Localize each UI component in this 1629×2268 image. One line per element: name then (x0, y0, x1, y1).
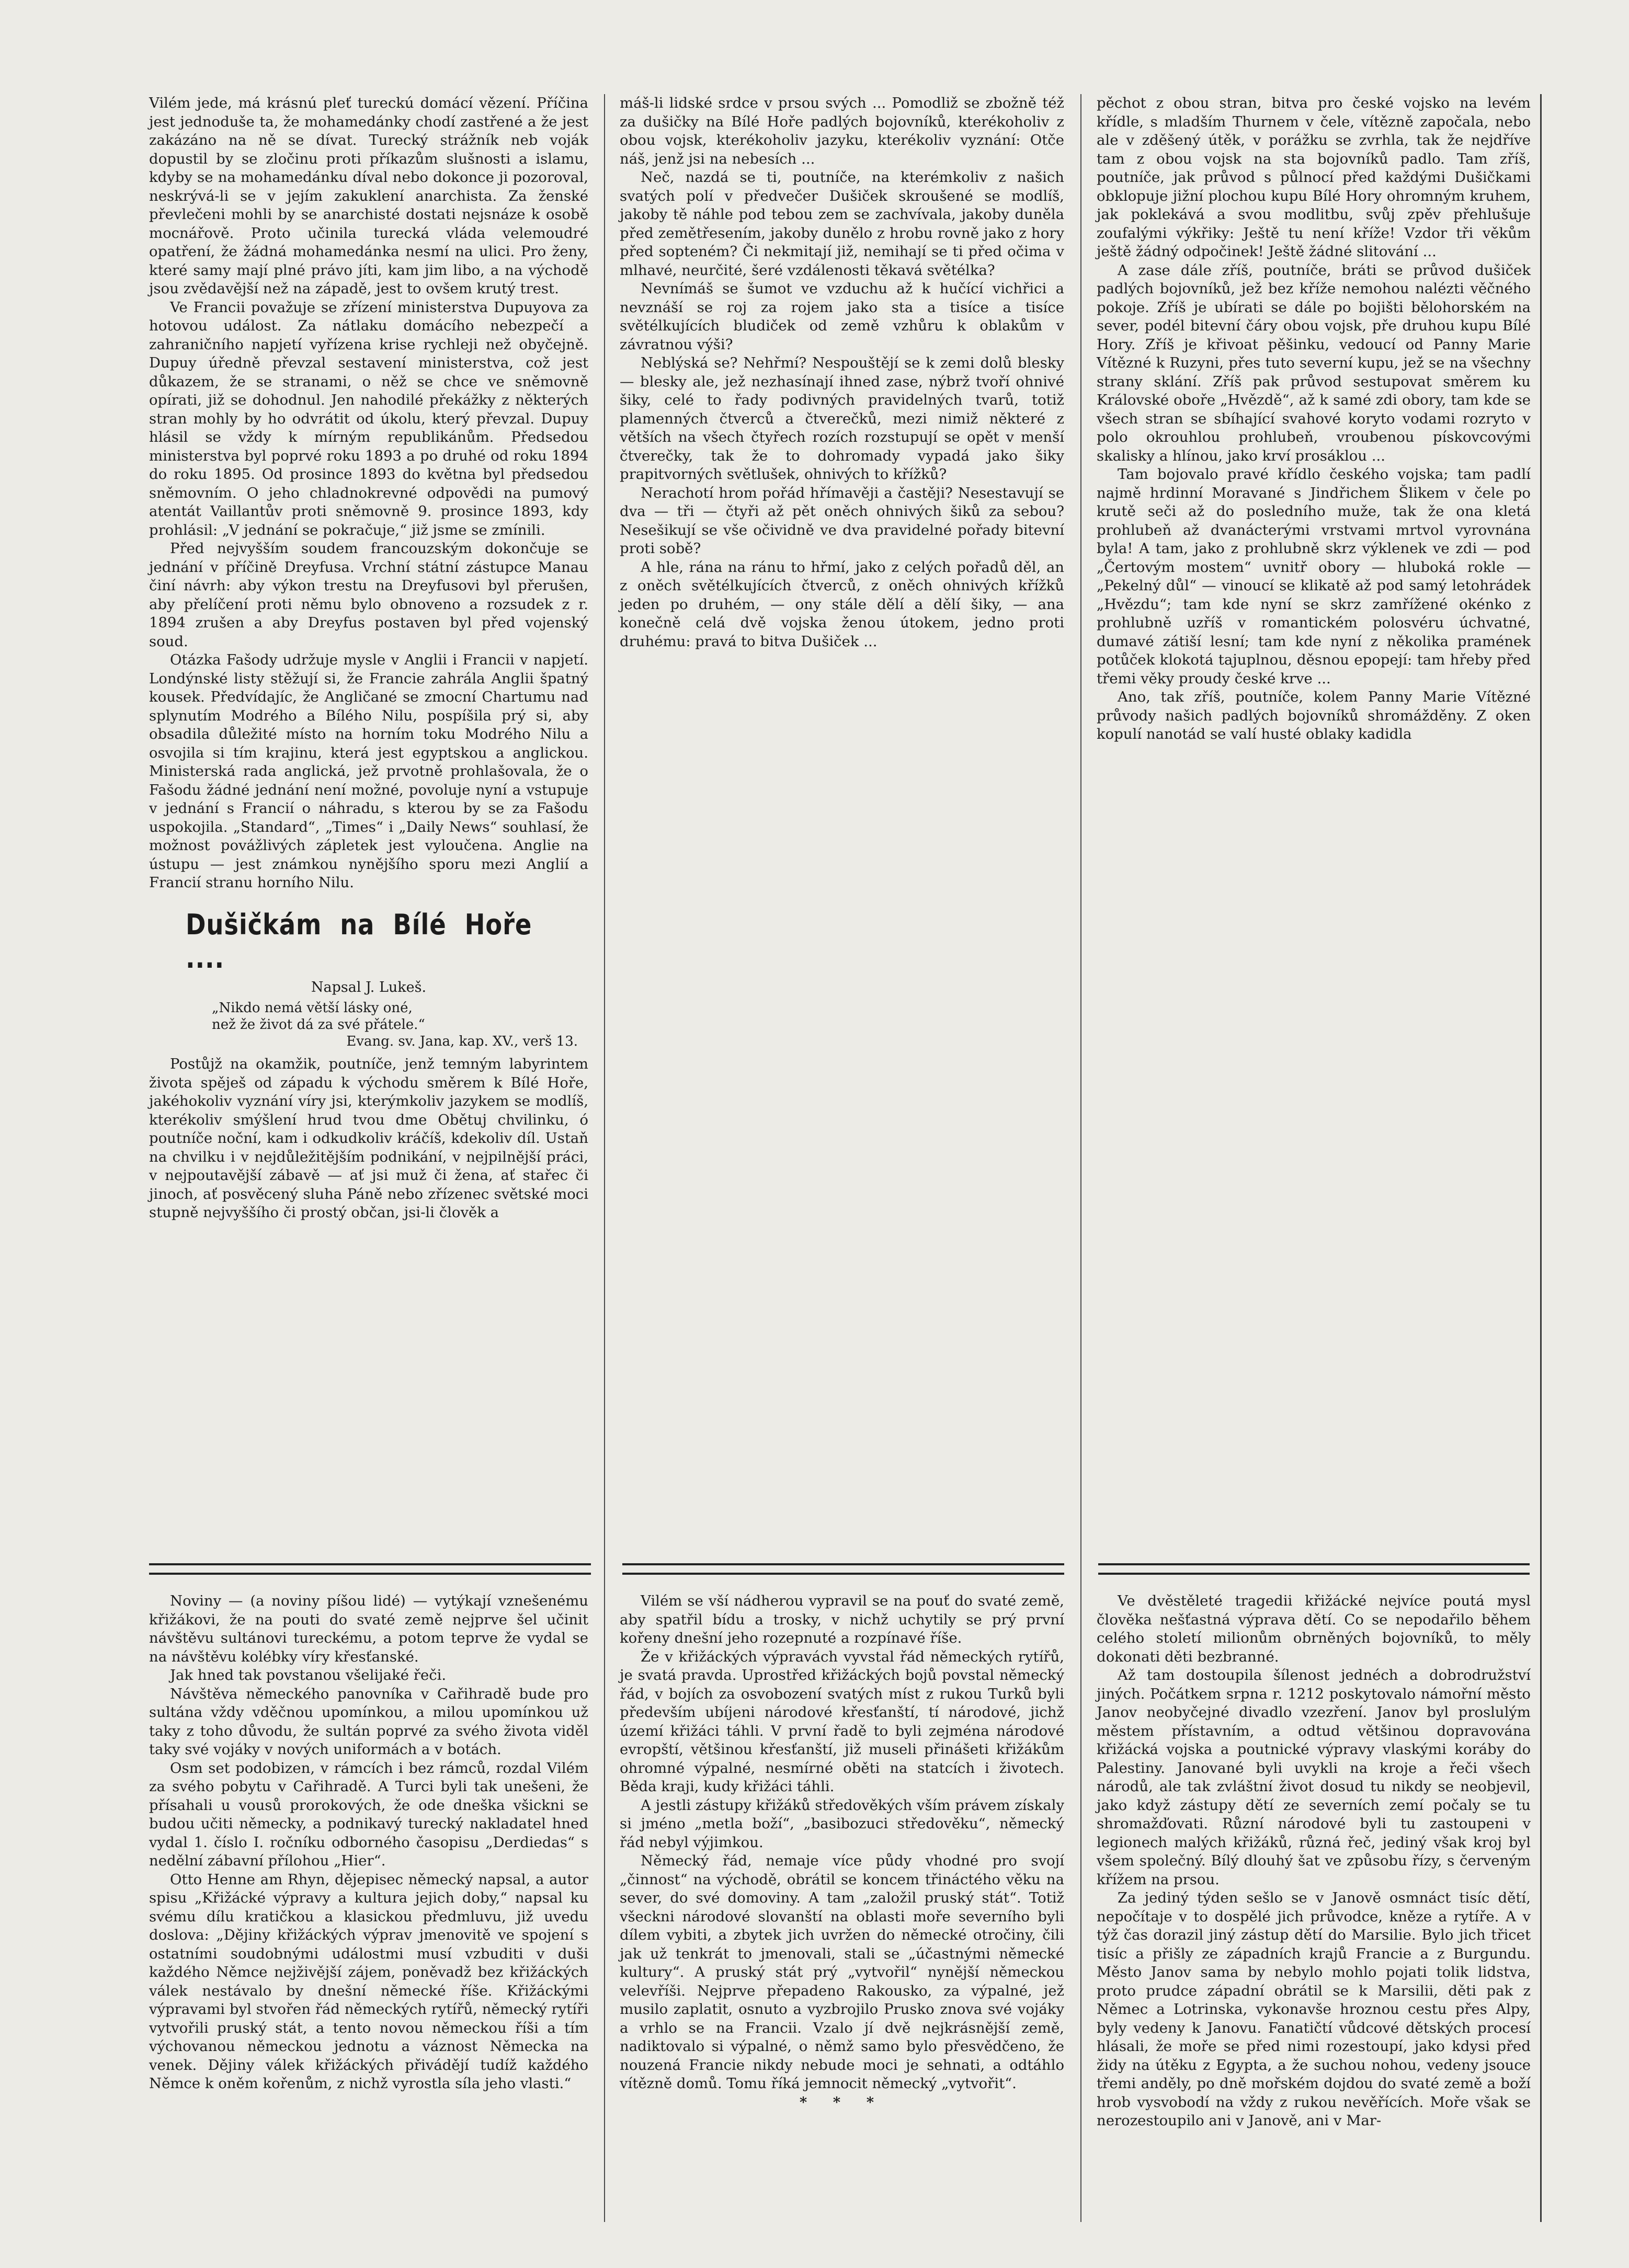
paragraph: Otázka Fašody udržuje mysle v Anglii i Francii v napjetí. Londýnské listy stěžují si, že Francie zahrála Anglii špatný kousek. Předvídajíc, že Angličané se zmocní Chartumu nad splynutím Modrého a Bílého Nilu, pospíšila prý si, aby obsadila důležité místo na horním toku Modrého Nilu a osvojila si tím krajinu, která jest egyptskou a anglickou. Ministerská rada anglická, jež prvotně prohlašovala, že o Fašodu žádné jednání není možné, povoluje nyní a vstupuje v jednání s Francií o náhradu, s kterou by se za Fašodu uspokojila. „Standard“, „Times“ i „Daily News“ souhlasí, že možnost povážlivých zápletek jest vyloučena. Anglie na ústupu — jest známkou nynějšího sporu mezi Anglií a Francií stranu horního Nilu. (149, 651, 588, 891)
paragraph: A hle, rána na ránu to hřmí, jako z celých pořadů děl, an z oněch světélkujících čtverců, z oněch ohnivých křížků jeden po druhém, — ony stále dělí a dělí šiky, — ana konečně celá dvě vojska ženou útokem, jedno proti druhému: pravá to bitva Dušiček ... (620, 558, 1064, 650)
article-title: Dušičkám na Bílé Hoře .... (186, 908, 532, 975)
paragraph: Nevnímáš se šumot ve vzduchu až k hučící vichřici a nevznáší se roj za rojem jako sta a tisíce a tisíce světélkujících bludiček od země vzhůru k oblakům v závratnou výši? (620, 280, 1064, 353)
paragraph: A zase dále zříš, poutníče, bráti se průvod dušiček padlých bojovníků, jež bez kříže nemohou nalézti věčného pokoje. Zříš je ubírati se dále po bojišti bělohorském na sever, podél bitevní čáry obou vojsk, pře druhou kupu Bílé Hory. Zříš je křivoat pěšinku, vedoucí od Panny Marie Vítězné k Ruzyni, přes tuto severní kupu, jež se na všechny strany sklání. Zříš pak průvod sestupovat směrem ku Královské oboře „Hvězdě“, až k samé zdi obory, tam kde se všech stran se sbíhající svahové koryto vodami rozryto v polo okrouhlou prohlubeň, vroubenou pískovcovými skalisky a hlínou, jako krví prosáklou ... (1097, 261, 1531, 464)
paragraph: Německý řád, nemaje více půdy vhodné pro svojí „činnost“ na východě, obrátil se koncem třináctého věku na sever, do své domoviny. A tam „založil pruský stát“. Totiž všeckni národové slovanští na oblasti moře severního byli dílem vybiti, a zbytek jich uvržen do německé otročiny, čili jak už tenkrát to jmenovali, stali se „účastnými německé kultury“. A pruský stát prý „vytvořil“ nynější německou velevříši. Nejprve přepadeno Rakousko, za výpalné, jež musilo zaplatit, osnuto a vyzbrojilo Prusko znova své vojáky a vrhlo se na Francii. Vzalo jí dvě nejkrásnější země, nadiktovalo si výpalné, o němž samo bylo přesvědčeno, že nouzená Francie nikdy nebude moci je sehnati, a odtáhlo vítězně domů. Tomu říká jemnocit německý „vytvořit“. (620, 1852, 1064, 2092)
column-left (149, 94, 588, 1222)
section-separator-stars: * * * (799, 2093, 885, 2111)
bottom-column-middle (620, 1592, 1064, 2112)
article-paragraph: Postůjž na okamžik, poutníče, jenž temným labyrintem života spěješ od západu k východu směrem k Bílé Hoře, jakéhokoliv vyznání víry jsi, kterýmkoliv jazykem se modlíš, kterékoliv smýšlení hrud tvou dme Obětuj chvilinku, ó poutníče noční, kam i odkudkoliv kráčíš, kdekoliv díl. Ustaň na chvilku i v nejdůležitějším podnikání, v nejpilnější práci, v nejpoutavější zábavě — ať jsi muž či žena, ať stařec či jinoch, ať posvěcený sluha Páně nebo zřízenec světské moci stupně nejvyššího či prostý občan, jsi-li člověk a (149, 1056, 588, 1221)
paragraph: Vilém jede, má krásnú pleť tureckú domácí vězení. Příčina jest jednoduše ta, že mohamedánky chodí zastřené a že jest zakázáno na ně se dívat. Turecký strážník neb voják dopustil by se zločinu proti příkazům slušnosti a islamu, kdyby se na mohamedánku díval nebo dokonce ji pozoroval, neskrývá-li se v jejím zakuklení anarchista. Za ženské převlečeni mohli by se anarchisté dostati nejsnáze k osobě mocnářově. Proto učinila turecká vláda velemoudré opatření, že žádná mohamedánka nesmí na ulici. Pro ženy, které samy mají plné právo jíti, kam jim libo, a na východě jsou zvědavější než na západě, jest to ovšem krutý trest. (149, 95, 588, 297)
paragraph: Neblýská se? Nehřmí? Nespouštějí se k zemi dolů blesky — blesky ale, jež nezhasínají ihned zase, nýbrž tvoří ohnivé šiky, celé to řady podivných pravidelných tvarů, totiž plamenných čtverců a čtverečků, mezi nimiž některé z větších na všech čtyřech rozích rozstupují se opět v menší čtverečky, tak že to dohromady vypadá jako šiky prapitvorných světlušek, ohnivých to křížků? (620, 354, 1064, 483)
motto-line: než že život dá za své přátele.“ (212, 1017, 425, 1033)
paragraph: Ano, tak zříš, poutníče, kolem Panny Marie Vítězné průvody našich padlých bojovníků shromážděny. Z oken kopulí nanotád se valí husté oblaky kadidla (1097, 689, 1531, 742)
article-byline: Napsal J. Lukeš. (311, 979, 427, 995)
column-right (1097, 94, 1531, 744)
bottom-column-right (1097, 1592, 1531, 2130)
paragraph: Až tam dostoupila šílenost jednéch a dobrodružství jiných. Počátkem srpna r. 1212 poskytovalo námořní město Janov neobyčejné divadlo vzezření. Janov byl proslulým městem přístavním, a odtud většinou dopravována křižácká vojska a poutnické výpravy vlaskými koráby do Palestiny. Janované byli uvykli na kroje a řeči všech národů, ale tak zvláštní život dosud tu nikdy se neobjevil, jako když zástupy dětí ze severních zemí počaly se tu shromažďovati. Různí národové byli tu zastoupeni v legionech malých křižáků, různá řeč, jediný však kroj byl všem společný. Bílý dlouhý šat ve způsobu řízy, s červeným křížem na prsou. (1097, 1667, 1531, 1888)
motto-source: Evang. sv. Jana, kap. XV., verš 13. (346, 1034, 578, 1049)
paragraph: Neč, nazdá se ti, poutníče, na kterémkoliv z našich svatých polí v předvečer Dušiček skroušené se modlíš, jakoby tě náhle pod tebou zem se zachvívala, jakoby duněla před zemětřesením, jakoby dunělo z hrobu rovně jako z hory před sopteném? Či nekmitají již, nemihají se ti před očima v mlhavé, neurčité, šeré vzdálenosti těkavá světélka? (620, 169, 1064, 279)
paragraph: Že v křižáckých výpravách vyvstal řád německých rytířů, je svatá pravda. Uprostřed křižáckých bojů povstal německý řád, v bojích za osvobození svatých míst z rukou Turků byli především ubíjeni národové křesťanští, tí národové, jichž území křižáci táhli. V první řadě to byli zejména národové evropští, většinou křesťanští, již museli přinášeti křižákům ohromné výpalné, nesmírné oběti na statcích i životech. Běda kraji, kudy křižáci táhli. (620, 1648, 1064, 1795)
paragraph: Za jediný týden sešlo se v Janově osmnáct tisíc dětí, nepočítaje v to dospělé jich průvodce, kněze a rytíře. A v týž čas dorazil jiný zástup dětí do Marsilie. Bylo jich třicet tisíc a přišly ze západních krajů Francie a z Burgundu. Město Janov sama by nebylo mohlo pojati tolik lidstva, proto prudce západní obrátil se k Marsilii, děti pak z Němec a Lotrinska, vykonavše hroznou cestu přes Alpy, byly vedeny k Janovu. Fanatičtí vůdcové dětských procesí hlásali, že moře se před nimi rozestoupí, jako kdysi před židy na útěku z Egypta, a že suchou nohou, vedeny jsouce třemi anděly, po dně mořském dojdou do svaté země a boží hrob vysvobodí na vždy z rukou nevěřících. Moře však se nerozestoupilo ani v Janově, ani v Mar- (1097, 1889, 1531, 2129)
paragraph: Návštěva německého panovníka v Cařihradě bude pro sultána vždy vděčnou upomínkou, a milou upomínkou už taky z toho důvodu, že sultán poprvé za svého života viděl taky své vojáky v nových uniformách a v botách. (149, 1685, 588, 1758)
column-middle (620, 94, 1064, 651)
paragraph: máš-li lidské srdce v prsou svých ... Pomodliž se zbožně též za dušičky na Bílé Hoře padlých bojovníků, kterékoholiv z obou vojsk, kterékoholiv jazyku, kterékoliv vyznání: Otče náš, jenž jsi na nebesích ... (620, 95, 1064, 167)
article-motto (212, 1000, 588, 1050)
paragraph: Noviny — (a noviny píšou lidé) — vytýkají vznešenému křižákovi, že na pouti do svaté země nejprve šel učinit návštěvu sultánovi tureckému, a potom teprve že vydal se na návštěvu kolébky víry křesťanské. (149, 1593, 588, 1665)
section-rule-left (149, 1563, 591, 1575)
motto-line: „Nikdo nemá větší lásky oné, (212, 1000, 413, 1016)
bottom-column-left (149, 1592, 588, 2093)
section-rule-right (1098, 1563, 1530, 1575)
paragraph: Nerachotí hrom pořád hřímavěji a častěji? Nesestavují se dva — tři — čtyři až pět oněch ohnivých šiků za sebou? Nesešikují se vše očividně ve dva pravidelné pořady bitevní proti sobě? (620, 484, 1064, 557)
paragraph: Ve dvěstěleté tragedii křižácké nejvíce poutá mysl člověka nešťastná výprava dětí. Co se nepodařilo během celého století milionům obrněných bojovníků, to měly dokonati děti bezbranné. (1097, 1593, 1531, 1665)
newspaper-page (149, 94, 1542, 2222)
column-rule-2 (1080, 94, 1081, 2222)
paragraph: A jestli zástupy křižáků středověkých vším právem získaly si jméno „metla boží“, „basibozuci středověku“, německý řád nebyl výjimkou. (620, 1796, 1064, 1851)
paragraph: Před nejvyšším soudem francouzským dokončuje se jednání v příčině Dreyfusa. Vrchní státní zástupce Manau činí návrh: aby výkon trestu na Dreyfusovi byl přerušen, aby přelíčení proti němu bylo obnoveno a rozsudek z r. 1894 zrušen a aby Dreyfus postaven byl před vojenský soud. (149, 540, 588, 650)
paragraph: Ve Francii považuje se zřízení ministerstva Dupuyova za hotovou událost. Za nátlaku domácího nebezpečí a zahraničního napjetí vyřízena krise rychleji než obyčejně. Dupuy úředně převzal sestavení ministerstva, což jest důkazem, že se stranami, o něž se chce ve sněmovně opírati, již se dohodnul. Jen nahodilé překážky z některých stran mohly by ho odvrátit od úkolu, který převzal. Dupuy hlásil se vždy k mírným republikánům. Předsedou ministerstva byl poprvé roku 1893 a po druhé od roku 1894 do roku 1895. Od prosince 1893 do května byl předsedou sněmovním. O jeho chladnokrevné odpovědi na pumový atentát Vaillantův proti sněmovně 9. prosince 1893, kdy prohlásil: „V jednání se pokračuje,“ již jsme se zmínili. (149, 299, 588, 539)
paragraph: Osm set podobizen, v rámcích i bez rámců, rozdal Vilém za svého pobytu v Cařihradě. A Turci byli tak unešeni, že přísahali u vousů prorokových, že ode dneška všickni se budou učiti německy, a podnikavý turecký nakladatel hned vydal 1. číslo I. ročníku odborného časopisu „Derdiedas“ s nedělní zábavní přílohou „Hier“. (149, 1759, 588, 1869)
column-rule-1 (604, 94, 605, 2222)
paragraph: Vilém se vší nádherou vypravil se na pouť do svaté země, aby spatřil bídu a trosky, v nichž uchytily se prý první kořeny dnešní jeho rozepnuté a rozpínavé říše. (620, 1593, 1064, 1646)
paragraph: Jak hned tak povstanou všelijaké řeči. (170, 1667, 447, 1683)
paragraph: pěchot z obou stran, bitva pro české vojsko na levém křídle, s mladším Thurnem v čele, vítězně započala, nebo ale v zděšený útěk, v porážku se zvrhla, tak že nejdříve tam z obou vojsk na sta bojovníků padlo. Tam zříš, poutníče, jak průvod s půlnocí před každými Dušičkami obklopuje jižní plochou kupu Bílé Hory ohromným kruhem, jak poklekává a svou modlitbu, svůj zpěv přehlušuje zoufalými výkřiky: Ještě tu není kříže! Vzdor tři věkům ještě žádný odpočinek! Ještě žádné slitování ... (1097, 95, 1531, 260)
section-rule-middle (622, 1563, 1064, 1575)
paragraph: Otto Henne am Rhyn, dějepisec německý napsal, a autor spisu „Křižácké výpravy a kultura jejich doby,“ napsal ku svému dílu kratičkou a klasickou předmluvu, již uvedu doslova: „Dějiny křižáckých výprav jmenovitě ve spojení s ostatními soudobnými událostmi musí vzbuditi v duši každého Němce nejživější zájem, poněvadž bez křižáckých válek nestávalo by dnešní německé říše. Křižáckými výpravami byl stvořen řád německých rytířů, německý rytíři vytvořili pruský stát, a tento novou německou říši a tím výchovanou německou jednotu a váznost Německa na venek. Dějiny válek křižáckých přivádějí tudíž každého Němce k oněm kořenům, z nichž vyrostla síla jeho vlasti.“ (149, 1871, 588, 2092)
paragraph: Tam bojovalo pravé křídlo českého vojska; tam padlí najmě hrdinní Moravané s Jindřichem Šlikem v čele po krutě seči až do posledního muže, tak že ona kletá prohlubeň až dvanácterými vrstvami mrtvol vyrovnána byla! A tam, jako z prohlubně skrz výklenek ve zdi — pod „Čertovým mostem“ uvnitř obory — hluboká rokle — „Pekelný důl“ — vinoucí se klikatě až pod samý letohrádek „Hvězdu“; tam kde nyní se skrz zamřížené okénko z prohlubně uzříš v romantickém polosvéru úchvatné, dumavé zátiší lesní; tam kde nyní z několika pramének potůček klokotá tajuplnou, děsnou epopejí: tam hřeby před třemi věky proudy české krve ... (1097, 466, 1531, 687)
